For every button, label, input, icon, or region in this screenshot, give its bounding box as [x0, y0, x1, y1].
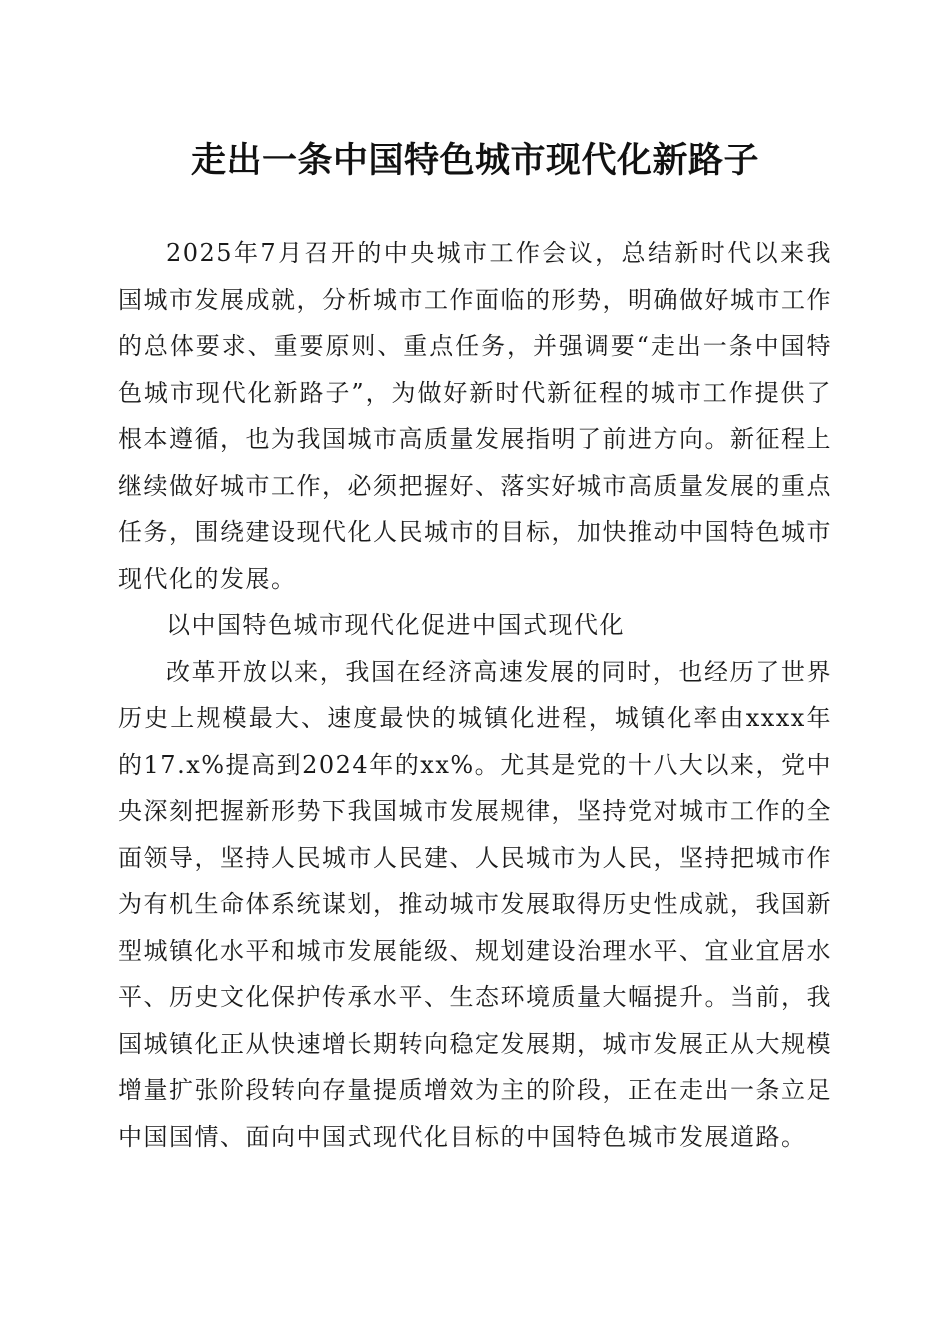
intro-paragraph: 2025年7月召开的中央城市工作会议，总结新时代以来我国城市发展成就，分析城市工作面临的形势，明确做好城市工作的总体要求、重要原则、重点任务，并强调要“走出一条中国特色城市现代化新路子”，为做好新时代新征程的城市工作提供了根本遵循，也为我国城市高质量发展指明了前进方向。新征程上继续做好城市工作，必须把握好、落实好城市高质量发展的重点任务，围绕建设现代化人民城市的目标，加快推动中国特色城市现代化的发展。 — [118, 239, 832, 593]
document-body — [118, 230, 832, 1160]
section-paragraph: 改革开放以来，我国在经济高速发展的同时，也经历了世界历史上规模最大、速度最快的城镇化进程，城镇化率由xxxx年的17.x%提高到2024年的xx%。尤其是党的十八大以来，党中央深刻把握新形势下我国城市发展规律，坚持党对城市工作的全面领导，坚持人民城市人民建、人民城市为人民，坚持把城市作为有机生命体系统谋划，推动城市发展取得历史性成就，我国新型城镇化水平和城市发展能级、规划建设治理水平、宜业宜居水平、历史文化保护传承水平、生态环境质量大幅提升。当前，我国城镇化正从快速增长期转向稳定发展期，城市发展正从大规模增量扩张阶段转向存量提质增效为主的阶段，正在走出一条立足中国国情、面向中国式现代化目标的中国特色城市发展道路。 — [118, 657, 832, 1151]
document-title: 走出一条中国特色城市现代化新路子 — [190, 141, 759, 181]
section-heading: 以中国特色城市现代化促进中国式现代化 — [166, 611, 625, 639]
